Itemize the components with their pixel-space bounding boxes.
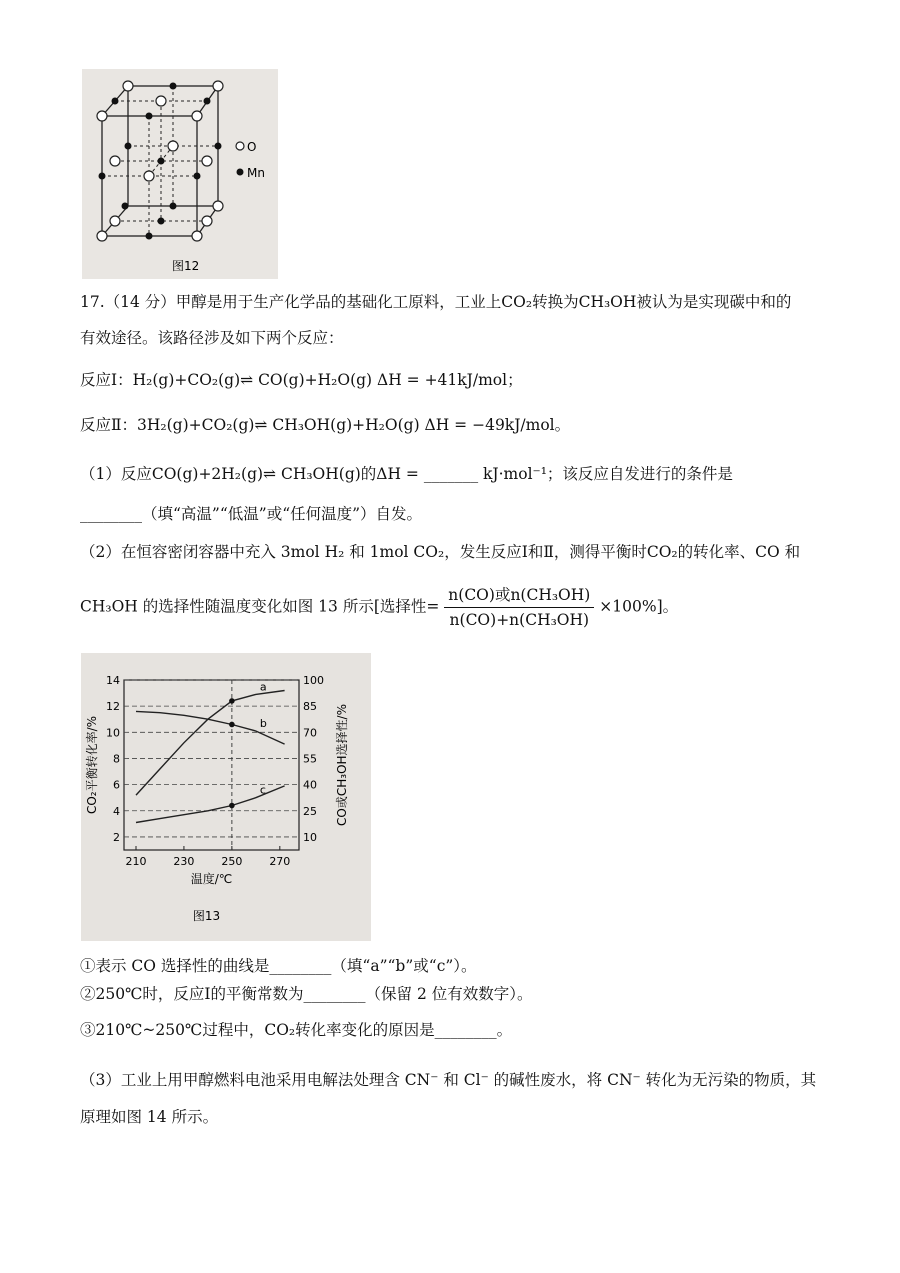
y-right-tick-label: 55 <box>303 752 317 766</box>
oxygen-atom <box>202 216 212 226</box>
series-c-label: c <box>259 783 266 797</box>
part-2-line-2-pre: CH₃OH 的选择性随温度变化如图 13 所示[选择性= <box>80 597 440 616</box>
y-right-tick-label: 70 <box>303 726 317 740</box>
oxygen-atom <box>123 81 133 91</box>
y-left-tick-label: 4 <box>113 804 120 818</box>
y-left-tick-label: 14 <box>106 674 120 687</box>
manganese-atom <box>146 233 153 240</box>
manganese-atom <box>125 143 132 150</box>
figure-13-chart <box>81 653 371 941</box>
manganese-atom <box>158 158 165 165</box>
manganese-atom <box>112 98 119 105</box>
figure-12-caption: 图12 <box>172 259 200 273</box>
y-left-tick-label: 2 <box>113 830 120 844</box>
legend-mn-label: Mn <box>247 166 265 180</box>
part-2-line-1: （2）在恒容密闭容器中充入 3mol H₂ 和 1mol CO₂，发生反应Ⅰ和Ⅱ，测得平衡时CO₂的转化率、CO 和 <box>80 543 801 561</box>
fraction-denominator: n(CO)+n(CH₃OH) <box>449 611 590 629</box>
reaction-1: 反应Ⅰ：H₂(g)+CO₂(g)⇌ CO(g)+H₂O(g) ΔH = +41kJ/mol； <box>80 371 523 389</box>
figure-13-caption: 图13 <box>192 909 221 923</box>
y-left-tick-label: 8 <box>113 752 120 766</box>
q17-intro-line-2: 有效途径。该路径涉及如下两个反应： <box>80 329 344 347</box>
series-a-label: a <box>259 680 267 694</box>
figure-13 <box>81 653 371 941</box>
part-3-line-1: （3）工业上用甲醇燃料电池采用电解法处理含 CN⁻ 和 Cl⁻ 的碱性废水，将 CN⁻ 转化为无污染的物质，其 <box>80 1071 817 1089</box>
x-tick-label: 230 <box>173 855 195 868</box>
manganese-legend-icon <box>237 169 244 176</box>
y-left-axis-label: CO₂平衡转化率/% <box>85 715 99 815</box>
x-tick-label: 250 <box>221 855 243 868</box>
manganese-atom <box>122 203 129 210</box>
part-2-line-2 <box>80 584 678 631</box>
oxygen-atom <box>156 96 166 106</box>
fraction-numerator: n(CO)或n(CH₃OH) <box>444 584 594 608</box>
oxygen-atom <box>202 156 212 166</box>
oxygen-atom <box>110 216 120 226</box>
series-a-marker <box>229 698 235 704</box>
manganese-atom <box>99 173 106 180</box>
figure-12 <box>82 69 278 279</box>
y-right-tick-label: 100 <box>303 674 324 687</box>
oxygen-atom <box>192 231 202 241</box>
oxygen-atom <box>97 231 107 241</box>
part-1-line-1: （1）反应CO(g)+2H₂(g)⇌ CH₃OH(g)的ΔH = _______ kJ·mol⁻¹；该反应自发进行的条件是 <box>80 465 733 483</box>
selectivity-fraction <box>444 584 594 631</box>
reaction-2: 反应Ⅱ：3H₂(g)+CO₂(g)⇌ CH₃OH(g)+H₂O(g) ΔH = −49kJ/mol。 <box>80 416 571 434</box>
legend-o-label: O <box>247 140 257 154</box>
manganese-atom <box>158 218 165 225</box>
manganese-atom <box>204 98 211 105</box>
y-right-tick-label: 85 <box>303 700 317 714</box>
y-left-tick-label: 10 <box>106 726 120 740</box>
sub-question-1: ①表示 CO 选择性的曲线是________（填“a”“b”或“c”）。 <box>80 957 477 975</box>
oxygen-atom <box>144 171 154 181</box>
part-1-line-2: ________（填“高温”“低温”或“任何温度”）自发。 <box>80 505 423 523</box>
oxygen-atom <box>213 81 223 91</box>
y-right-tick-label: 40 <box>303 778 317 792</box>
sub-question-3: ③210℃~250℃过程中，CO₂转化率变化的原因是________。 <box>80 1021 513 1039</box>
y-left-tick-label: 6 <box>113 778 120 792</box>
x-tick-label: 210 <box>125 855 147 868</box>
manganese-atom <box>215 143 222 150</box>
oxygen-atom <box>213 201 223 211</box>
manganese-atom <box>170 203 177 210</box>
manganese-atom <box>170 83 177 90</box>
x-axis-label: 温度/℃ <box>190 872 233 886</box>
oxygen-atom <box>168 141 178 151</box>
y-left-tick-label: 12 <box>106 700 120 714</box>
y-right-axis-label: CO或CH₃OH选择性/% <box>335 704 349 826</box>
part-3-line-2: 原理如图 14 所示。 <box>80 1108 219 1126</box>
part-2-line-2-post: ×100%]。 <box>599 597 679 616</box>
plot-frame <box>124 680 299 850</box>
manganese-atom <box>194 173 201 180</box>
q17-intro-line-1: 17.（14 分）甲醇是用于生产化学品的基础化工原料，工业上CO₂转换为CH₃OH被认为是实现碳中和的 <box>80 293 792 311</box>
crystal-lattice-diagram <box>82 69 278 279</box>
oxygen-atom <box>97 111 107 121</box>
series-b-marker <box>229 722 235 728</box>
sub-question-2: ②250℃时，反应Ⅰ的平衡常数为________（保留 2 位有效数字）。 <box>80 985 533 1003</box>
oxygen-atom <box>110 156 120 166</box>
x-tick-label: 270 <box>269 855 291 868</box>
oxygen-legend-icon <box>236 142 244 150</box>
y-right-tick-label: 10 <box>303 830 317 844</box>
oxygen-atom <box>192 111 202 121</box>
series-b-label: b <box>259 717 267 730</box>
series-c-marker <box>229 803 235 809</box>
y-right-tick-label: 25 <box>303 804 317 818</box>
manganese-atom <box>146 113 153 120</box>
